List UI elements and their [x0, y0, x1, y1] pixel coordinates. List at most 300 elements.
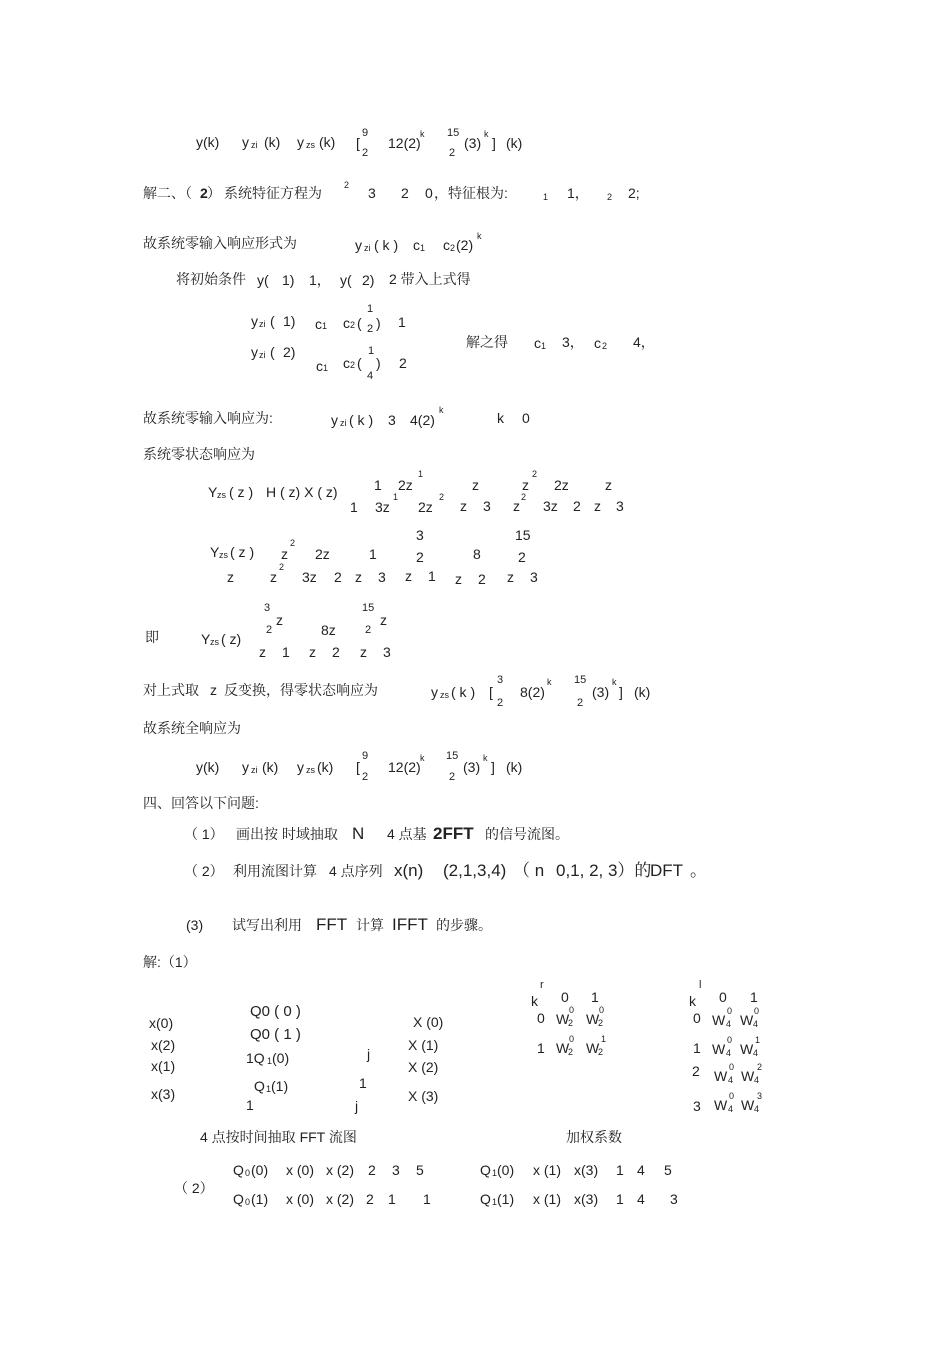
twiddle-sup: 0: [754, 1006, 760, 1016]
row-label: 1: [537, 1040, 545, 1056]
eq-text: ( k ): [374, 237, 399, 253]
branch-weight: 1: [359, 1075, 367, 1091]
answer-label: （ 2）: [174, 1180, 214, 1196]
eq-sub: 2: [602, 341, 608, 351]
question-text: 画出按 时域抽取: [236, 826, 338, 842]
eq-text: ): [376, 355, 381, 371]
eq-text: 12(2): [388, 135, 421, 151]
frac-num: 1: [367, 303, 374, 315]
eq-sup: 1: [393, 492, 399, 502]
eq-text: y: [242, 759, 249, 775]
question-text: 4 点基: [387, 826, 427, 842]
question-number: （ 2）: [184, 863, 224, 879]
eq-sup: k: [483, 753, 488, 763]
eq-text: 3z: [302, 569, 317, 585]
eq-text: （ n: [513, 861, 545, 880]
eq-text: 1: [369, 546, 377, 562]
eq-text: ( z ): [229, 484, 254, 500]
eq-text: Q: [480, 1191, 491, 1207]
eq-text: N: [352, 824, 365, 843]
twiddle-sup: 1: [601, 1034, 607, 1044]
frac-den: 2: [518, 549, 526, 565]
question-text: 4 点序列: [329, 863, 383, 879]
output-label: X (2): [408, 1059, 439, 1075]
node-label: (0): [272, 1050, 290, 1066]
eq-text: z: [594, 498, 601, 514]
eq-text: x(n): [394, 861, 424, 880]
eq-sub: zs: [306, 765, 315, 775]
eq-text: 1): [283, 313, 296, 329]
eq-text: (k): [264, 134, 281, 150]
node-label: 1Q: [246, 1050, 265, 1066]
eq-text: z: [276, 612, 283, 628]
twiddle-sub: 4: [726, 1019, 732, 1029]
eq-text: y(: [257, 272, 269, 288]
row-label: 0: [537, 1010, 545, 1026]
eq-text: 12(2): [388, 759, 421, 775]
eq-sup: 1: [418, 469, 424, 479]
twiddle-sub: 4: [754, 1104, 760, 1114]
twiddle-sub: 2: [598, 1047, 604, 1057]
eq-text: 2: [368, 1162, 376, 1178]
eq-text: 3: [383, 644, 391, 660]
twiddle: W: [556, 1011, 570, 1027]
frac-den: 2: [577, 697, 584, 709]
row-label: 3: [693, 1098, 701, 1114]
twiddle-sup: 2: [757, 1062, 763, 1072]
eq-text: 1，: [309, 272, 331, 288]
frac-num: 15: [446, 750, 459, 762]
eq-text: y(k): [196, 759, 220, 775]
eq-text: 3: [378, 569, 386, 585]
eq-sub: 1: [420, 243, 426, 253]
twiddle: W: [741, 1097, 755, 1113]
section-heading: 四、回答以下问题:: [143, 795, 259, 811]
twiddle-sup: 0: [569, 1034, 575, 1044]
eq-text: [: [356, 759, 360, 775]
eq-text: 2z: [418, 499, 433, 515]
table-header: r: [540, 979, 544, 991]
eq-sub: zs: [219, 550, 228, 560]
eq-text: 4: [637, 1162, 645, 1178]
eq-sub: 1: [492, 1197, 498, 1207]
twiddle-sub: 2: [598, 1018, 604, 1028]
eq-text: Q: [480, 1162, 491, 1178]
eq-text: z: [460, 498, 467, 514]
eq-sub: zi: [364, 243, 371, 253]
frac-num: 15: [574, 674, 587, 686]
eq-text: c: [315, 316, 322, 332]
eq-text: ( z): [221, 631, 242, 647]
twiddle-sub: 4: [728, 1075, 734, 1085]
table-header: 1: [591, 989, 599, 1005]
eq-text: (1): [251, 1191, 269, 1207]
eq-sub: 1: [322, 321, 328, 331]
eq-text: 1: [428, 568, 436, 584]
eq-text: 3: [368, 185, 376, 201]
text: ）: [207, 185, 221, 201]
eq-text: c: [443, 237, 450, 253]
table-header: 0: [561, 989, 569, 1005]
node-label: Q: [254, 1078, 265, 1094]
eq-text: 3: [483, 498, 491, 514]
twiddle: W: [740, 1041, 754, 1057]
eq-sup: k: [477, 231, 482, 241]
eq-sub: 1: [541, 341, 547, 351]
eq-text: 2z: [315, 546, 330, 562]
question-number: (3): [186, 917, 204, 933]
node-sub: 1: [267, 1056, 273, 1066]
question-text: 的步骤。: [436, 917, 492, 933]
table-header: l: [699, 979, 702, 991]
eq-text: 2FFT: [433, 824, 474, 843]
eq-text: (2): [456, 237, 474, 253]
eq-text: 。: [690, 861, 707, 880]
frac-num: 15: [447, 127, 460, 139]
text: 解二、（: [143, 185, 192, 201]
eq-text: (k): [634, 684, 651, 700]
input-label: x(3): [151, 1086, 176, 1102]
eq-text: y: [242, 134, 249, 150]
frac-num: 3: [264, 602, 271, 614]
eq-text: [: [356, 135, 360, 151]
eq-sub: zs: [217, 490, 226, 500]
text: 2 带入上式得: [389, 271, 471, 287]
eq-sub: 2: [450, 243, 456, 253]
twiddle-sup: 0: [729, 1062, 735, 1072]
twiddle: W: [586, 1040, 600, 1056]
frac-den: 2: [266, 624, 273, 636]
eq-sub: zi: [259, 350, 266, 360]
eq-text: c: [343, 355, 350, 371]
eq-text: y: [355, 237, 362, 253]
eq-sup: 2: [521, 492, 527, 502]
frac-den: 2: [449, 147, 456, 159]
eq-text: z: [355, 569, 362, 585]
table-header: 0: [719, 989, 727, 1005]
text: 系统零状态响应为: [143, 446, 255, 462]
eq-text: y(: [340, 272, 352, 288]
frac-den: 2: [362, 147, 369, 159]
node-label: Q0 ( 0 ): [250, 1003, 301, 1020]
eq-text: 3z: [543, 498, 558, 514]
frac-num: 1: [368, 345, 375, 357]
eq-text: z: [605, 477, 612, 493]
eq-text: H ( z) X ( z): [266, 484, 338, 500]
frac-num: 3: [416, 527, 424, 543]
eq-text: z: [270, 569, 277, 585]
eq-text: 2;: [628, 185, 640, 201]
twiddle-sup: 1: [755, 1035, 761, 1045]
eq-text: (k): [506, 135, 523, 151]
eq-text: Y: [208, 484, 218, 500]
text: 故系统全响应为: [143, 720, 241, 736]
eq-text: [: [489, 684, 493, 700]
twiddle-sub: 4: [753, 1019, 759, 1029]
eq-text: z: [405, 568, 412, 584]
table-header: k: [531, 993, 538, 1009]
eq-text: (: [357, 355, 362, 371]
eq-sup: 2: [290, 538, 296, 548]
eq-text: 4(2): [410, 412, 435, 428]
table-header: k: [689, 993, 696, 1009]
output-label: X (3): [408, 1088, 439, 1104]
eq-text: 2z: [554, 477, 569, 493]
frac-num: 9: [362, 750, 369, 762]
eq-text: z: [360, 644, 367, 660]
eq-text: (k): [317, 759, 334, 775]
eq-text: 3: [670, 1191, 678, 1207]
figure-caption: 加权系数: [566, 1129, 622, 1145]
eq-text: x (2): [326, 1191, 354, 1207]
eq-sup: 2: [344, 180, 350, 190]
eq-text: y: [251, 344, 258, 360]
twiddle-sup: 0: [599, 1005, 605, 1015]
text: 2: [200, 185, 208, 201]
frac-num: 15: [515, 527, 531, 543]
twiddle: W: [740, 1012, 754, 1028]
eq-sup: 2: [279, 562, 285, 572]
row-label: 0: [693, 1010, 701, 1026]
eq-text: x (2): [326, 1162, 354, 1178]
twiddle: W: [714, 1068, 728, 1084]
eq-text: IFFT: [392, 915, 428, 934]
eq-text: z: [380, 612, 387, 628]
eq-text: 1: [388, 1191, 396, 1207]
twiddle-sup: 0: [727, 1006, 733, 1016]
text: 故系统零输入响应形式为: [143, 235, 297, 251]
question-number: （ 1）: [184, 826, 224, 842]
node-label: Q0 ( 1 ): [250, 1026, 301, 1043]
eq-text: 2: [332, 644, 340, 660]
eq-text: c: [594, 335, 601, 351]
eq-sub: zi: [251, 140, 258, 150]
eq-text: 2): [362, 272, 375, 288]
twiddle-sup: 0: [569, 1005, 575, 1015]
figure-caption: 4 点按时间抽取 FFT 流图: [200, 1129, 357, 1145]
frac-num: 9: [362, 127, 369, 139]
frac-den: 2: [362, 771, 369, 783]
eq-text: 1): [282, 272, 295, 288]
eq-text: 5: [416, 1162, 424, 1178]
eq-sub: 0: [245, 1168, 251, 1178]
twiddle: W: [741, 1068, 755, 1084]
text: ，特征根为:: [434, 185, 508, 201]
eq-sub: 1: [323, 363, 329, 373]
eq-text: z: [309, 644, 316, 660]
eq-text: 1: [423, 1191, 431, 1207]
eq-text: 3: [530, 569, 538, 585]
eq-text: ): [376, 315, 381, 331]
eq-sub: 0: [245, 1197, 251, 1207]
text: 系统特征方程为: [224, 185, 322, 201]
frac-den: 2: [449, 771, 456, 783]
node-sub: 1: [266, 1084, 272, 1094]
input-label: x(0): [149, 1015, 174, 1031]
eq-text: z: [210, 682, 217, 698]
eq-text: 3z: [375, 499, 390, 515]
eq-sub: zi: [259, 319, 266, 329]
eq-text: Q: [233, 1162, 244, 1178]
eq-text: x (1): [533, 1162, 561, 1178]
eq-text: y: [251, 313, 258, 329]
question-text: 计算: [356, 917, 384, 933]
eq-text: y: [431, 684, 438, 700]
eq-text: Y: [210, 544, 220, 560]
frac-den: 2: [497, 697, 504, 709]
eq-sub: zi: [340, 418, 347, 428]
eq-sup: k: [439, 405, 444, 415]
question-text: 利用流图计算: [233, 863, 317, 879]
frac-num: 15: [362, 602, 375, 614]
twiddle-sub: 2: [568, 1047, 574, 1057]
text: 对上式取: [143, 682, 199, 698]
eq-text: (2,1,3,4): [443, 861, 507, 880]
eq-text: Y: [201, 631, 211, 647]
eq-text: 3: [392, 1162, 400, 1178]
twiddle-sub: 4: [753, 1048, 759, 1058]
text: 故系统零输入响应为:: [143, 410, 273, 426]
eq-text: 3: [616, 498, 624, 514]
eq-text: ]: [619, 684, 623, 700]
eq-text: z: [259, 644, 266, 660]
eq-text: z: [455, 571, 462, 587]
twiddle-sub: 4: [726, 1048, 732, 1058]
eq-text: 8z: [321, 622, 336, 638]
twiddle-sup: 0: [729, 1091, 735, 1101]
eq-text: c: [413, 237, 420, 253]
eq-sub: 1: [492, 1168, 498, 1178]
eq-text: 2: [399, 355, 407, 371]
twiddle-sub: 2: [568, 1018, 574, 1028]
eq-text: (: [270, 313, 275, 329]
eq-text: (: [270, 344, 275, 360]
eq-sub: zs: [306, 140, 315, 150]
eq-text: 1: [350, 499, 358, 515]
eq-sup: k: [547, 677, 552, 687]
eq-sub: zs: [210, 637, 219, 647]
eq-text: 8: [473, 546, 481, 562]
eq-text: y(k): [196, 134, 220, 150]
twiddle: W: [714, 1097, 728, 1113]
eq-text: y: [331, 412, 338, 428]
twiddle-sup: 3: [757, 1091, 763, 1101]
eq-text: 8(2): [520, 684, 545, 700]
frac-num: 3: [497, 674, 504, 686]
eq-sub: 2: [607, 192, 613, 202]
eq-text: 2: [478, 571, 486, 587]
eq-text: c: [534, 335, 541, 351]
input-label: x(2): [151, 1037, 176, 1053]
eq-text: z: [522, 477, 529, 493]
eq-text: 0,1, 2, 3）的: [556, 861, 652, 880]
eq-sub: 2: [350, 360, 356, 370]
eq-text: (k): [506, 759, 523, 775]
eq-text: 2: [401, 185, 409, 201]
frac-den: 2: [416, 549, 424, 565]
text: 将初始条件: [176, 271, 246, 287]
eq-text: x (1): [533, 1191, 561, 1207]
text: 即: [145, 629, 159, 645]
eq-text: 1: [374, 477, 382, 493]
eq-text: z: [227, 569, 234, 585]
text: 解之得: [466, 334, 508, 350]
eq-text: z: [507, 569, 514, 585]
eq-text: k: [497, 410, 504, 426]
eq-text: c: [316, 358, 323, 374]
eq-text: (0): [497, 1162, 515, 1178]
eq-text: (1): [497, 1191, 515, 1207]
eq-text: (k): [319, 134, 336, 150]
twiddle-sub: 4: [728, 1104, 734, 1114]
eq-text: x(3): [574, 1191, 599, 1207]
twiddle: W: [586, 1011, 600, 1027]
eq-text: x (0): [286, 1162, 314, 1178]
input-label: x(1): [151, 1058, 176, 1074]
eq-text: (3): [463, 759, 481, 775]
eq-sup: 2: [532, 469, 538, 479]
eq-text: 2: [366, 1191, 374, 1207]
frac-den: 4: [367, 370, 374, 382]
branch-weight: 1: [246, 1097, 254, 1113]
eq-text: 2z: [398, 477, 413, 493]
eq-text: 1: [398, 314, 406, 330]
eq-text: (0): [251, 1162, 269, 1178]
eq-sub: zs: [440, 690, 449, 700]
twiddle: W: [712, 1041, 726, 1057]
eq-text: x(3): [574, 1162, 599, 1178]
output-label: X (1): [408, 1037, 439, 1053]
eq-text: 2: [573, 498, 581, 514]
eq-text: 0: [522, 410, 530, 426]
branch-weight: j: [355, 1098, 359, 1114]
eq-text: ( z ): [230, 544, 255, 560]
text: 反变换，得零状态响应为: [224, 682, 378, 698]
eq-text: (3): [464, 135, 482, 151]
eq-text: y: [297, 759, 304, 775]
eq-text: 3，: [562, 334, 584, 350]
eq-text: z: [472, 477, 479, 493]
eq-text: 1: [282, 644, 290, 660]
eq-text: 1: [616, 1162, 624, 1178]
eq-text: DFT: [650, 861, 684, 880]
eq-text: 1: [616, 1191, 624, 1207]
eq-text: (: [357, 315, 362, 331]
eq-text: FFT: [316, 915, 348, 934]
eq-text: ]: [491, 759, 495, 775]
eq-text: ]: [492, 135, 496, 151]
eq-text: ( k ): [451, 684, 476, 700]
row-label: 1: [693, 1040, 701, 1056]
eq-sup: 2: [439, 492, 445, 502]
answer-label: 解:（1）: [143, 954, 197, 970]
eq-text: z: [513, 498, 520, 514]
row-label: 2: [692, 1063, 700, 1079]
eq-text: 4，: [633, 334, 655, 350]
eq-sub: zi: [251, 765, 258, 775]
branch-weight: j: [367, 1046, 371, 1062]
eq-text: (k): [262, 759, 279, 775]
twiddle-sup: 0: [727, 1035, 733, 1045]
question-text: 试写出利用: [232, 917, 302, 933]
eq-text: 5: [664, 1162, 672, 1178]
eq-text: 4: [637, 1191, 645, 1207]
eq-text: y: [297, 134, 304, 150]
eq-text: 2): [283, 344, 296, 360]
eq-text: ( k ): [349, 412, 374, 428]
eq-text: z: [281, 546, 288, 562]
question-text: 的信号流图。: [485, 826, 569, 842]
